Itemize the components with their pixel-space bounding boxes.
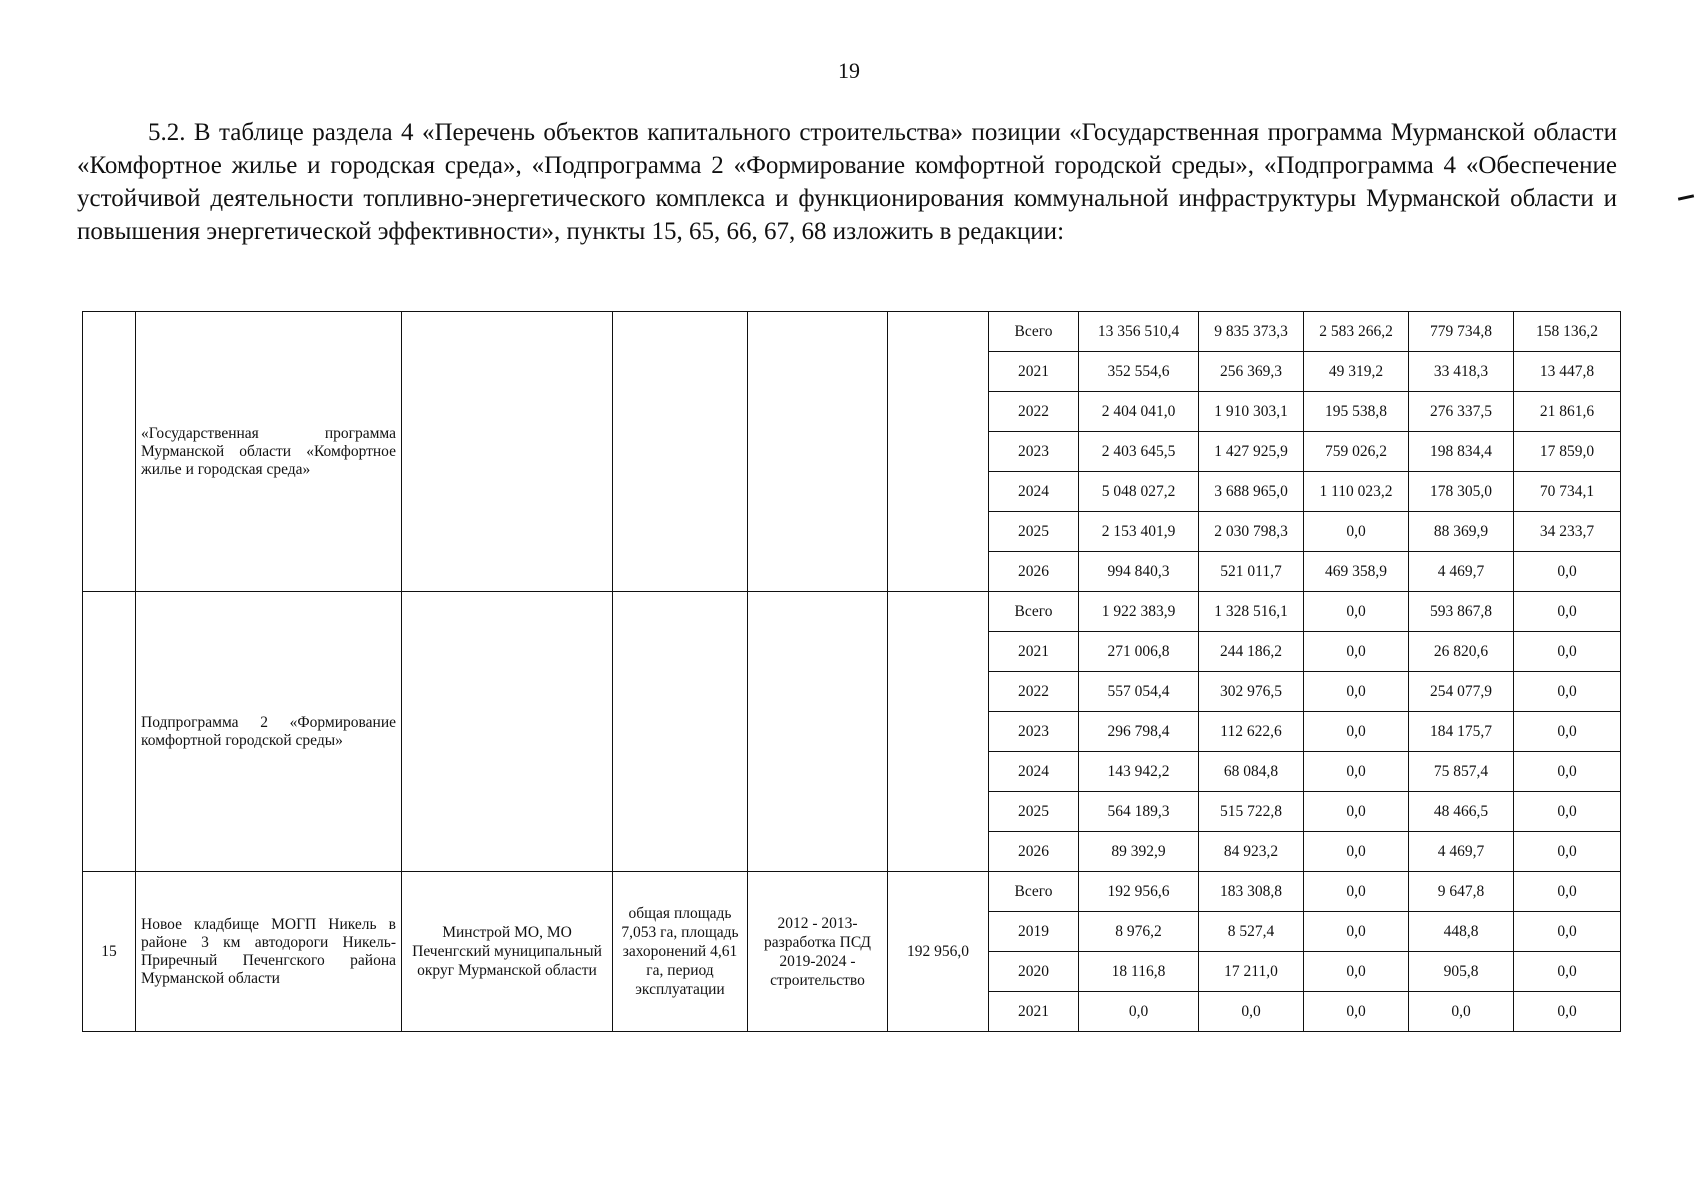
amount-cell: 557 054,4 (1079, 672, 1199, 712)
amount-cell: 0,0 (1514, 912, 1621, 952)
capacity-cell: общая площадь 7,053 га, площадь захоронений 4,61 га, период эксплуатации (613, 872, 748, 1032)
amount-cell: 0,0 (1514, 992, 1621, 1032)
capacity-cell (613, 312, 748, 592)
amount-cell: 17 859,0 (1514, 432, 1621, 472)
amount-cell: 9 647,8 (1409, 872, 1514, 912)
table-row (83, 312, 1621, 352)
amount-cell: 0,0 (1304, 712, 1409, 752)
amount-cell: 0,0 (1304, 512, 1409, 552)
amount-cell: 0,0 (1514, 832, 1621, 872)
page-number: 19 (838, 58, 860, 83)
amount-cell: 70 734,1 (1514, 472, 1621, 512)
amount-cell: 4 469,7 (1409, 832, 1514, 872)
amount-cell: 184 175,7 (1409, 712, 1514, 752)
amount-cell: 4 469,7 (1409, 552, 1514, 592)
estimated-cost-cell: 192 956,0 (888, 872, 989, 1032)
amount-cell: 2 030 798,3 (1199, 512, 1304, 552)
year-cell: 2026 (989, 832, 1079, 872)
amount-cell: 1 110 023,2 (1304, 472, 1409, 512)
amount-cell: 1 910 303,1 (1199, 392, 1304, 432)
amount-cell: 296 798,4 (1079, 712, 1199, 752)
amount-cell: 2 404 041,0 (1079, 392, 1199, 432)
amount-cell: 0,0 (1514, 592, 1621, 632)
intro-paragraph: 5.2. В таблице раздела 4 «Перечень объектов капитального строительства» позиции «Государственная программа Мурманской области «Комфортное жилье и городская среда», «Подпрограмма 2 «Формирование комфортной городской среды», «Подпрограмма 4 «Обеспечение устойчивой деятельности топливно-энергетического комплекса и функционирования коммунальной инфраструктуры Мурманской области и повышения энергетической эффективности», пункты 15, 65, 66, 67, 68 изложить в редакции: (77, 119, 1617, 245)
amount-cell: 0,0 (1514, 952, 1621, 992)
amount-cell: 0,0 (1514, 752, 1621, 792)
amount-cell: 13 447,8 (1514, 352, 1621, 392)
amount-cell: 905,8 (1409, 952, 1514, 992)
amount-cell: 0,0 (1514, 872, 1621, 912)
year-cell: Всего (989, 592, 1079, 632)
row-number-cell (83, 312, 136, 592)
amount-cell: 302 976,5 (1199, 672, 1304, 712)
amount-cell: 0,0 (1304, 752, 1409, 792)
amount-cell: 88 369,9 (1409, 512, 1514, 552)
amount-cell: 34 233,7 (1514, 512, 1621, 552)
amount-cell: 198 834,4 (1409, 432, 1514, 472)
amount-cell: 26 820,6 (1409, 632, 1514, 672)
amount-cell: 1 427 925,9 (1199, 432, 1304, 472)
amount-cell: 9 835 373,3 (1199, 312, 1304, 352)
amount-cell: 195 538,8 (1304, 392, 1409, 432)
year-cell: 2023 (989, 432, 1079, 472)
amount-cell: 0,0 (1514, 712, 1621, 752)
object-name-cell: «Государственная программа Мурманской области «Комфортное жилье и городская среда» (136, 312, 402, 592)
amount-cell: 515 722,8 (1199, 792, 1304, 832)
row-number-cell: 15 (83, 872, 136, 1032)
amount-cell: 0,0 (1304, 992, 1409, 1032)
amount-cell: 593 867,8 (1409, 592, 1514, 632)
amount-cell: 2 403 645,5 (1079, 432, 1199, 472)
amount-cell: 5 048 027,2 (1079, 472, 1199, 512)
amount-cell: 49 319,2 (1304, 352, 1409, 392)
amount-cell: 2 153 401,9 (1079, 512, 1199, 552)
amount-cell: 0,0 (1514, 552, 1621, 592)
period-cell: 2012 - 2013- разработка ПСД 2019-2024 - строительство (748, 872, 888, 1032)
year-cell: 2022 (989, 672, 1079, 712)
amount-cell: 21 861,6 (1514, 392, 1621, 432)
amount-cell: 0,0 (1079, 992, 1199, 1032)
amount-cell: 1 328 516,1 (1199, 592, 1304, 632)
amount-cell: 521 011,7 (1199, 552, 1304, 592)
capital-construction-table (82, 311, 1621, 1032)
year-cell: Всего (989, 312, 1079, 352)
year-cell: 2024 (989, 472, 1079, 512)
amount-cell: 8 976,2 (1079, 912, 1199, 952)
year-cell: 2021 (989, 992, 1079, 1032)
year-cell: 2022 (989, 392, 1079, 432)
amount-cell: 18 116,8 (1079, 952, 1199, 992)
amount-cell: 183 308,8 (1199, 872, 1304, 912)
table-body (83, 312, 1621, 1032)
amount-cell: 254 077,9 (1409, 672, 1514, 712)
amount-cell: 256 369,3 (1199, 352, 1304, 392)
amount-cell: 0,0 (1304, 632, 1409, 672)
amount-cell: 89 392,9 (1079, 832, 1199, 872)
year-cell: 2024 (989, 752, 1079, 792)
amount-cell: 469 358,9 (1304, 552, 1409, 592)
amount-cell: 13 356 510,4 (1079, 312, 1199, 352)
amount-cell: 352 554,6 (1079, 352, 1199, 392)
amount-cell: 17 211,0 (1199, 952, 1304, 992)
amount-cell: 0,0 (1304, 592, 1409, 632)
amount-cell: 0,0 (1304, 912, 1409, 952)
amount-cell: 75 857,4 (1409, 752, 1514, 792)
amount-cell: 276 337,5 (1409, 392, 1514, 432)
amount-cell: 1 922 383,9 (1079, 592, 1199, 632)
period-cell (748, 312, 888, 592)
amount-cell: 0,0 (1514, 672, 1621, 712)
customer-cell (402, 592, 613, 872)
object-name-cell: Подпрограмма 2 «Формирование комфортной городской среды» (136, 592, 402, 872)
amount-cell: 271 006,8 (1079, 632, 1199, 672)
year-cell: 2020 (989, 952, 1079, 992)
amount-cell: 0,0 (1409, 992, 1514, 1032)
amount-cell: 779 734,8 (1409, 312, 1514, 352)
amount-cell: 994 840,3 (1079, 552, 1199, 592)
amount-cell: 0,0 (1304, 872, 1409, 912)
year-cell: 2021 (989, 632, 1079, 672)
amount-cell: 0,0 (1199, 992, 1304, 1032)
customer-cell: Минстрой МО, МО Печенгский муниципальный округ Мурманской области (402, 872, 613, 1032)
amount-cell: 0,0 (1514, 792, 1621, 832)
year-cell: 2019 (989, 912, 1079, 952)
amount-cell: 33 418,3 (1409, 352, 1514, 392)
year-cell: Всего (989, 872, 1079, 912)
object-name-cell: Новое кладбище МОГП Никель в районе 3 км автодороги Никель-Приречный Печенгского района Мурманской области (136, 872, 402, 1032)
amount-cell: 3 688 965,0 (1199, 472, 1304, 512)
amount-cell: 564 189,3 (1079, 792, 1199, 832)
amount-cell: 48 466,5 (1409, 792, 1514, 832)
amount-cell: 2 583 266,2 (1304, 312, 1409, 352)
table-row (83, 592, 1621, 632)
amount-cell: 0,0 (1304, 672, 1409, 712)
amount-cell: 0,0 (1304, 952, 1409, 992)
estimated-cost-cell (888, 592, 989, 872)
scan-edge-mark (1678, 194, 1694, 200)
capacity-cell (613, 592, 748, 872)
estimated-cost-cell (888, 312, 989, 592)
amount-cell: 448,8 (1409, 912, 1514, 952)
customer-cell (402, 312, 613, 592)
year-cell: 2025 (989, 792, 1079, 832)
amount-cell: 0,0 (1514, 632, 1621, 672)
amount-cell: 112 622,6 (1199, 712, 1304, 752)
year-cell: 2025 (989, 512, 1079, 552)
year-cell: 2026 (989, 552, 1079, 592)
amount-cell: 192 956,6 (1079, 872, 1199, 912)
amount-cell: 178 305,0 (1409, 472, 1514, 512)
amount-cell: 0,0 (1304, 832, 1409, 872)
amount-cell: 143 942,2 (1079, 752, 1199, 792)
row-number-cell (83, 592, 136, 872)
amount-cell: 244 186,2 (1199, 632, 1304, 672)
table-row (83, 872, 1621, 912)
amount-cell: 68 084,8 (1199, 752, 1304, 792)
amount-cell: 84 923,2 (1199, 832, 1304, 872)
amount-cell: 759 026,2 (1304, 432, 1409, 472)
year-cell: 2023 (989, 712, 1079, 752)
amount-cell: 8 527,4 (1199, 912, 1304, 952)
period-cell (748, 592, 888, 872)
year-cell: 2021 (989, 352, 1079, 392)
amount-cell: 158 136,2 (1514, 312, 1621, 352)
amount-cell: 0,0 (1304, 792, 1409, 832)
